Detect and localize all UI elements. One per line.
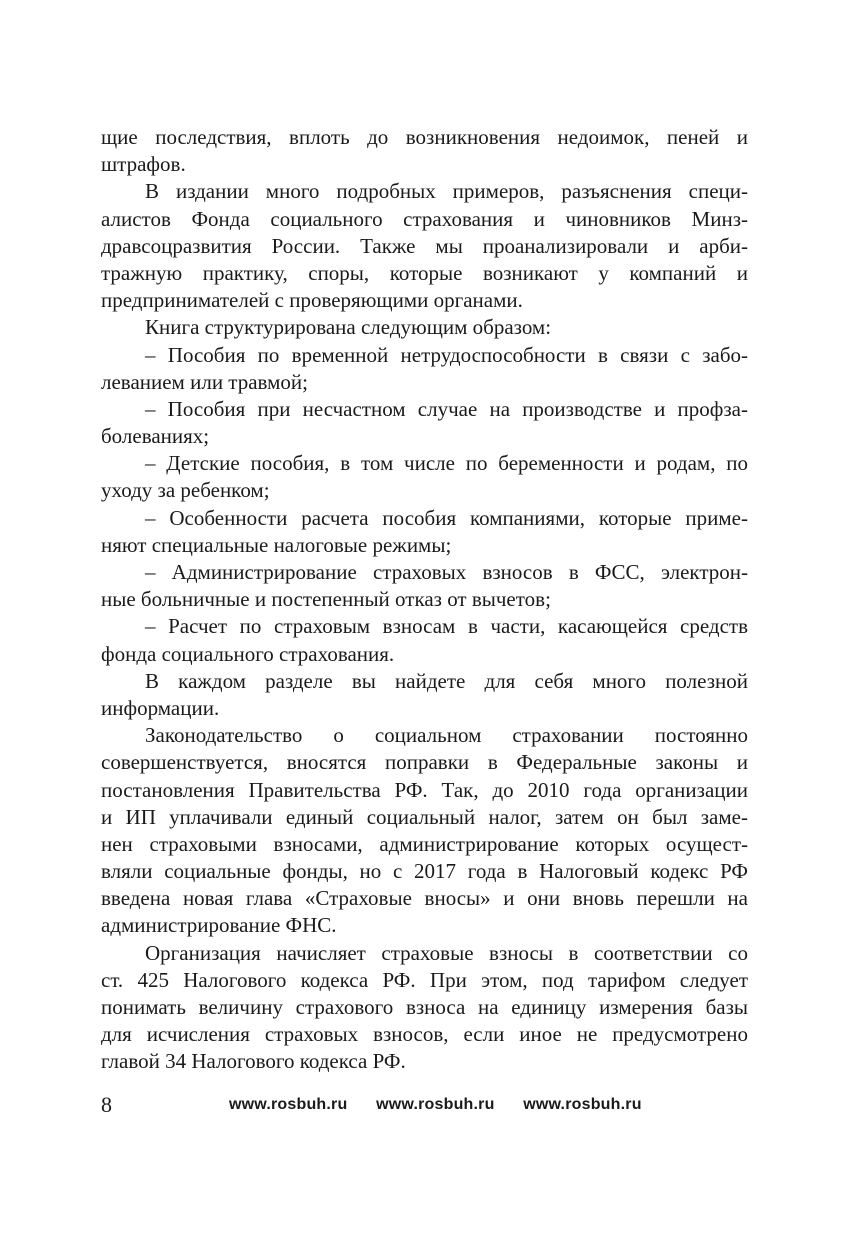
footer-url[interactable]: www.rosbuh.ru [523, 1096, 642, 1113]
text-line: нен страховыми взносами, администрирование которых осущест- [101, 831, 748, 856]
text-line: – Особенности расчета пособия компаниями, которые приме- [145, 505, 748, 530]
text-line: В каждом разделе вы найдете для себя много полезной [145, 668, 748, 693]
page-number: 8 [101, 1092, 112, 1117]
text-line: понимать величину страхового взноса на единицу измерения базы [101, 995, 748, 1019]
text-line: дравсоцразвития России. Также мы проанализировали и арби- [101, 233, 748, 258]
paragraph [101, 178, 748, 314]
text-line: леванием или травмой; [101, 369, 308, 394]
footer-urls [229, 1091, 642, 1119]
paragraph [101, 940, 748, 1076]
text-line: – Пособия по временной нетрудоспособности в связи с забо- [145, 342, 748, 367]
text-line: постановления Правительства РФ. Так, до 2010 года организации [101, 777, 748, 802]
paragraph [101, 342, 748, 396]
text-line: вляли социальные фонды, но с 2017 года в Налоговый кодекс РФ [101, 859, 748, 884]
text-line: ные больничные и постепенный отказ от вычетов; [101, 587, 551, 612]
paragraph [101, 613, 748, 667]
text-line: щие последствия, вплоть до возникновения недоимок, пеней и [101, 125, 748, 149]
text-line: Организация начисляет страховые взносы в соответствии со [145, 940, 748, 965]
text-line: фонда социального страхования. [101, 641, 395, 666]
text-line: – Расчет по страховым взносам в части, касающейся средств [145, 614, 748, 639]
text-line: няют специальные налоговые режимы; [101, 532, 452, 557]
text-line: уходу за ребенком; [101, 478, 270, 503]
text-line: предпринимателей с проверяющими органами. [101, 288, 523, 313]
text-line: алистов Фонда социального страхования и чиновников Минз- [101, 206, 748, 231]
text-line: болеваниях; [101, 424, 210, 449]
paragraph [101, 668, 748, 722]
footer-url[interactable]: www.rosbuh.ru [229, 1096, 348, 1113]
text-line: информации. [101, 695, 220, 720]
text-line: – Администрирование страховых взносов в ФСС, электрон- [145, 560, 748, 584]
paragraph [101, 396, 748, 450]
text-line: Законодательство о социальном страховании постоянно [145, 723, 748, 748]
paragraph [101, 314, 748, 341]
page-footer [101, 1091, 748, 1119]
text-line: штрафов. [101, 152, 186, 177]
text-line: введена новая глава «Страховые вносы» и они вновь перешли на [101, 886, 748, 911]
text-line: для исчисления страховых взносов, если иное не предусмотрено [101, 1022, 748, 1047]
paragraph [101, 559, 748, 613]
text-line: и ИП уплачивали единый социальный налог, затем он был заме- [101, 804, 748, 829]
text-line: ст. 425 Налогового кодекса РФ. При этом, под тарифом следует [101, 967, 748, 992]
paragraph [101, 450, 748, 504]
text-line: Книга структурирована следующим образом: [145, 315, 552, 340]
text-line: администрирование ФНС. [101, 913, 337, 938]
body-text [101, 124, 748, 1076]
text-line: совершенствуется, вносятся поправки в Федеральные законы и [101, 750, 748, 775]
text-line: тражную практику, споры, которые возникают у компаний и [101, 260, 748, 285]
text-line: В издании много подробных примеров, разъяснения специ- [145, 179, 748, 204]
paragraph [101, 505, 748, 559]
paragraph [101, 124, 748, 178]
paragraph [101, 722, 748, 940]
text-line: – Детские пособия, в том числе по беременности и родам, по [145, 451, 748, 476]
text-line: – Пособия при несчастном случае на производстве и профза- [145, 396, 748, 421]
footer-url[interactable]: www.rosbuh.ru [376, 1096, 495, 1113]
text-line: главой 34 Налогового кодекса РФ. [101, 1049, 406, 1074]
